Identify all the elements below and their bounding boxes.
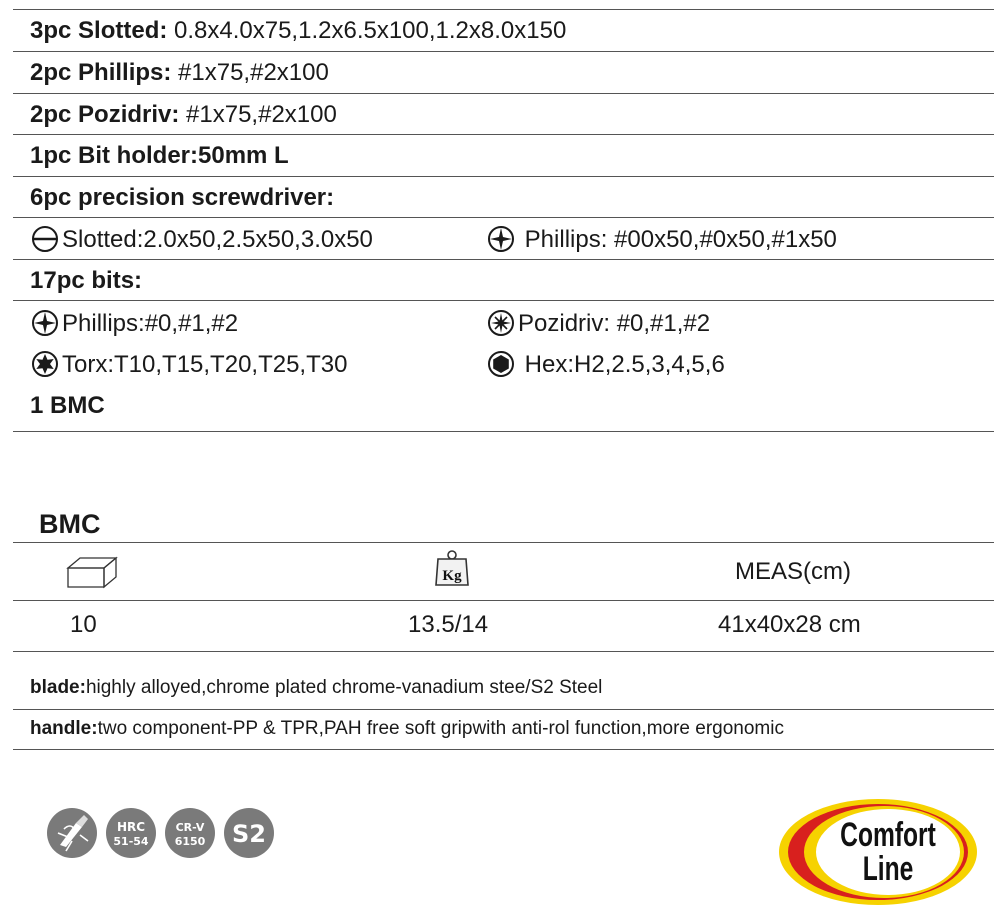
row-text: 0.8x4.0x75,1.2x6.5x100,1.2x8.0x150 [167, 17, 567, 44]
precision-slotted [31, 225, 373, 254]
table-rule [13, 217, 994, 218]
contents-row-phillips [30, 59, 329, 87]
table-rule [13, 259, 994, 260]
spec-label: blade: [30, 677, 86, 698]
row-heading: 6pc precision screwdriver: [30, 184, 335, 211]
spec-text: highly alloyed,chrome plated chrome-vanadium stee/S2 Steel [85, 677, 603, 698]
table-rule [13, 431, 994, 432]
contents-row-bit-holder [30, 142, 289, 170]
meas-header: MEAS(cm) [735, 558, 851, 585]
precision-phillips [487, 225, 837, 254]
contents-row-precision [30, 184, 334, 212]
carton-box-icon [66, 555, 118, 589]
packing-rule [13, 600, 994, 601]
hrc-badge-icon [105, 807, 157, 859]
bits-torx-text: Torx:T10,T15,T20,T25,T30 [62, 351, 348, 378]
hex-icon [487, 350, 515, 378]
spec-handle [30, 717, 784, 741]
crv-line1: CR-V [175, 821, 205, 834]
row-heading: 1pc Bit holder:50mm L [30, 142, 289, 169]
bits-hex-text: Hex:H2,2.5,3,4,5,6 [518, 351, 725, 378]
s2-label: S2 [232, 820, 266, 848]
table-rule [13, 9, 994, 10]
logo-line1: Comfort [840, 816, 936, 855]
logo-line2: Line [862, 850, 914, 889]
packing-rule [13, 542, 994, 543]
comfort-line-logo [778, 798, 978, 906]
row-heading: 1 BMC [30, 392, 105, 419]
packing-title: BMC [39, 509, 101, 539]
spec-rule [13, 749, 994, 750]
phillips-icon [31, 309, 59, 337]
row-heading: 2pc Pozidriv: [30, 101, 180, 128]
phillips-icon [487, 225, 515, 253]
contents-row-bmc [30, 392, 105, 420]
table-rule [13, 51, 994, 52]
spec-rule [13, 709, 994, 710]
weight-kg-icon [434, 549, 470, 587]
bits-pozidriv [487, 309, 710, 338]
precision-phillips-text: Phillips: #00x50,#0x50,#1x50 [518, 226, 837, 253]
row-text: #1x75,#2x100 [179, 101, 337, 128]
hrc-line2: 51-54 [113, 835, 149, 848]
bits-phillips-text: Phillips:#0,#1,#2 [62, 310, 239, 337]
table-rule [13, 134, 994, 135]
torx-icon [31, 350, 59, 378]
hrc-line1: HRC [116, 820, 146, 834]
packing-value-weight: 13.5/14 [408, 611, 489, 638]
slotted-icon [31, 225, 59, 253]
row-heading: 2pc Phillips: [30, 59, 172, 86]
pozidriv-icon [487, 309, 515, 337]
crv-line2: 6150 [174, 835, 206, 848]
bits-hex [487, 350, 725, 379]
packing-value-quantity: 10 [70, 611, 97, 638]
weight-kg-label: Kg [442, 568, 462, 584]
contents-row-slotted [30, 17, 566, 45]
packing-value-meas: 41x40x28 cm [718, 611, 861, 638]
contents-row-bits [30, 267, 142, 295]
spec-label: handle: [30, 718, 98, 739]
table-rule [13, 300, 994, 301]
packing-rule [13, 651, 994, 652]
row-heading: 17pc bits: [30, 267, 143, 294]
bits-phillips [31, 309, 238, 338]
s2-badge-icon [223, 807, 275, 859]
table-rule [13, 93, 994, 94]
bits-torx [31, 350, 347, 379]
row-text: #1x75,#2x100 [171, 59, 329, 86]
bits-pozidriv-text: Pozidriv: #0,#1,#2 [518, 310, 711, 337]
crv-badge-icon [164, 807, 216, 859]
table-rule [13, 176, 994, 177]
spec-blade [30, 676, 602, 700]
insect-badge-icon [46, 807, 98, 859]
contents-row-pozidriv [30, 101, 337, 129]
spec-text: two component-PP & TPR,PAH free soft gripwith anti-rol function,more ergonomic [97, 718, 784, 739]
precision-slotted-text: Slotted:2.0x50,2.5x50,3.0x50 [62, 226, 373, 253]
row-heading: 3pc Slotted: [30, 17, 168, 44]
